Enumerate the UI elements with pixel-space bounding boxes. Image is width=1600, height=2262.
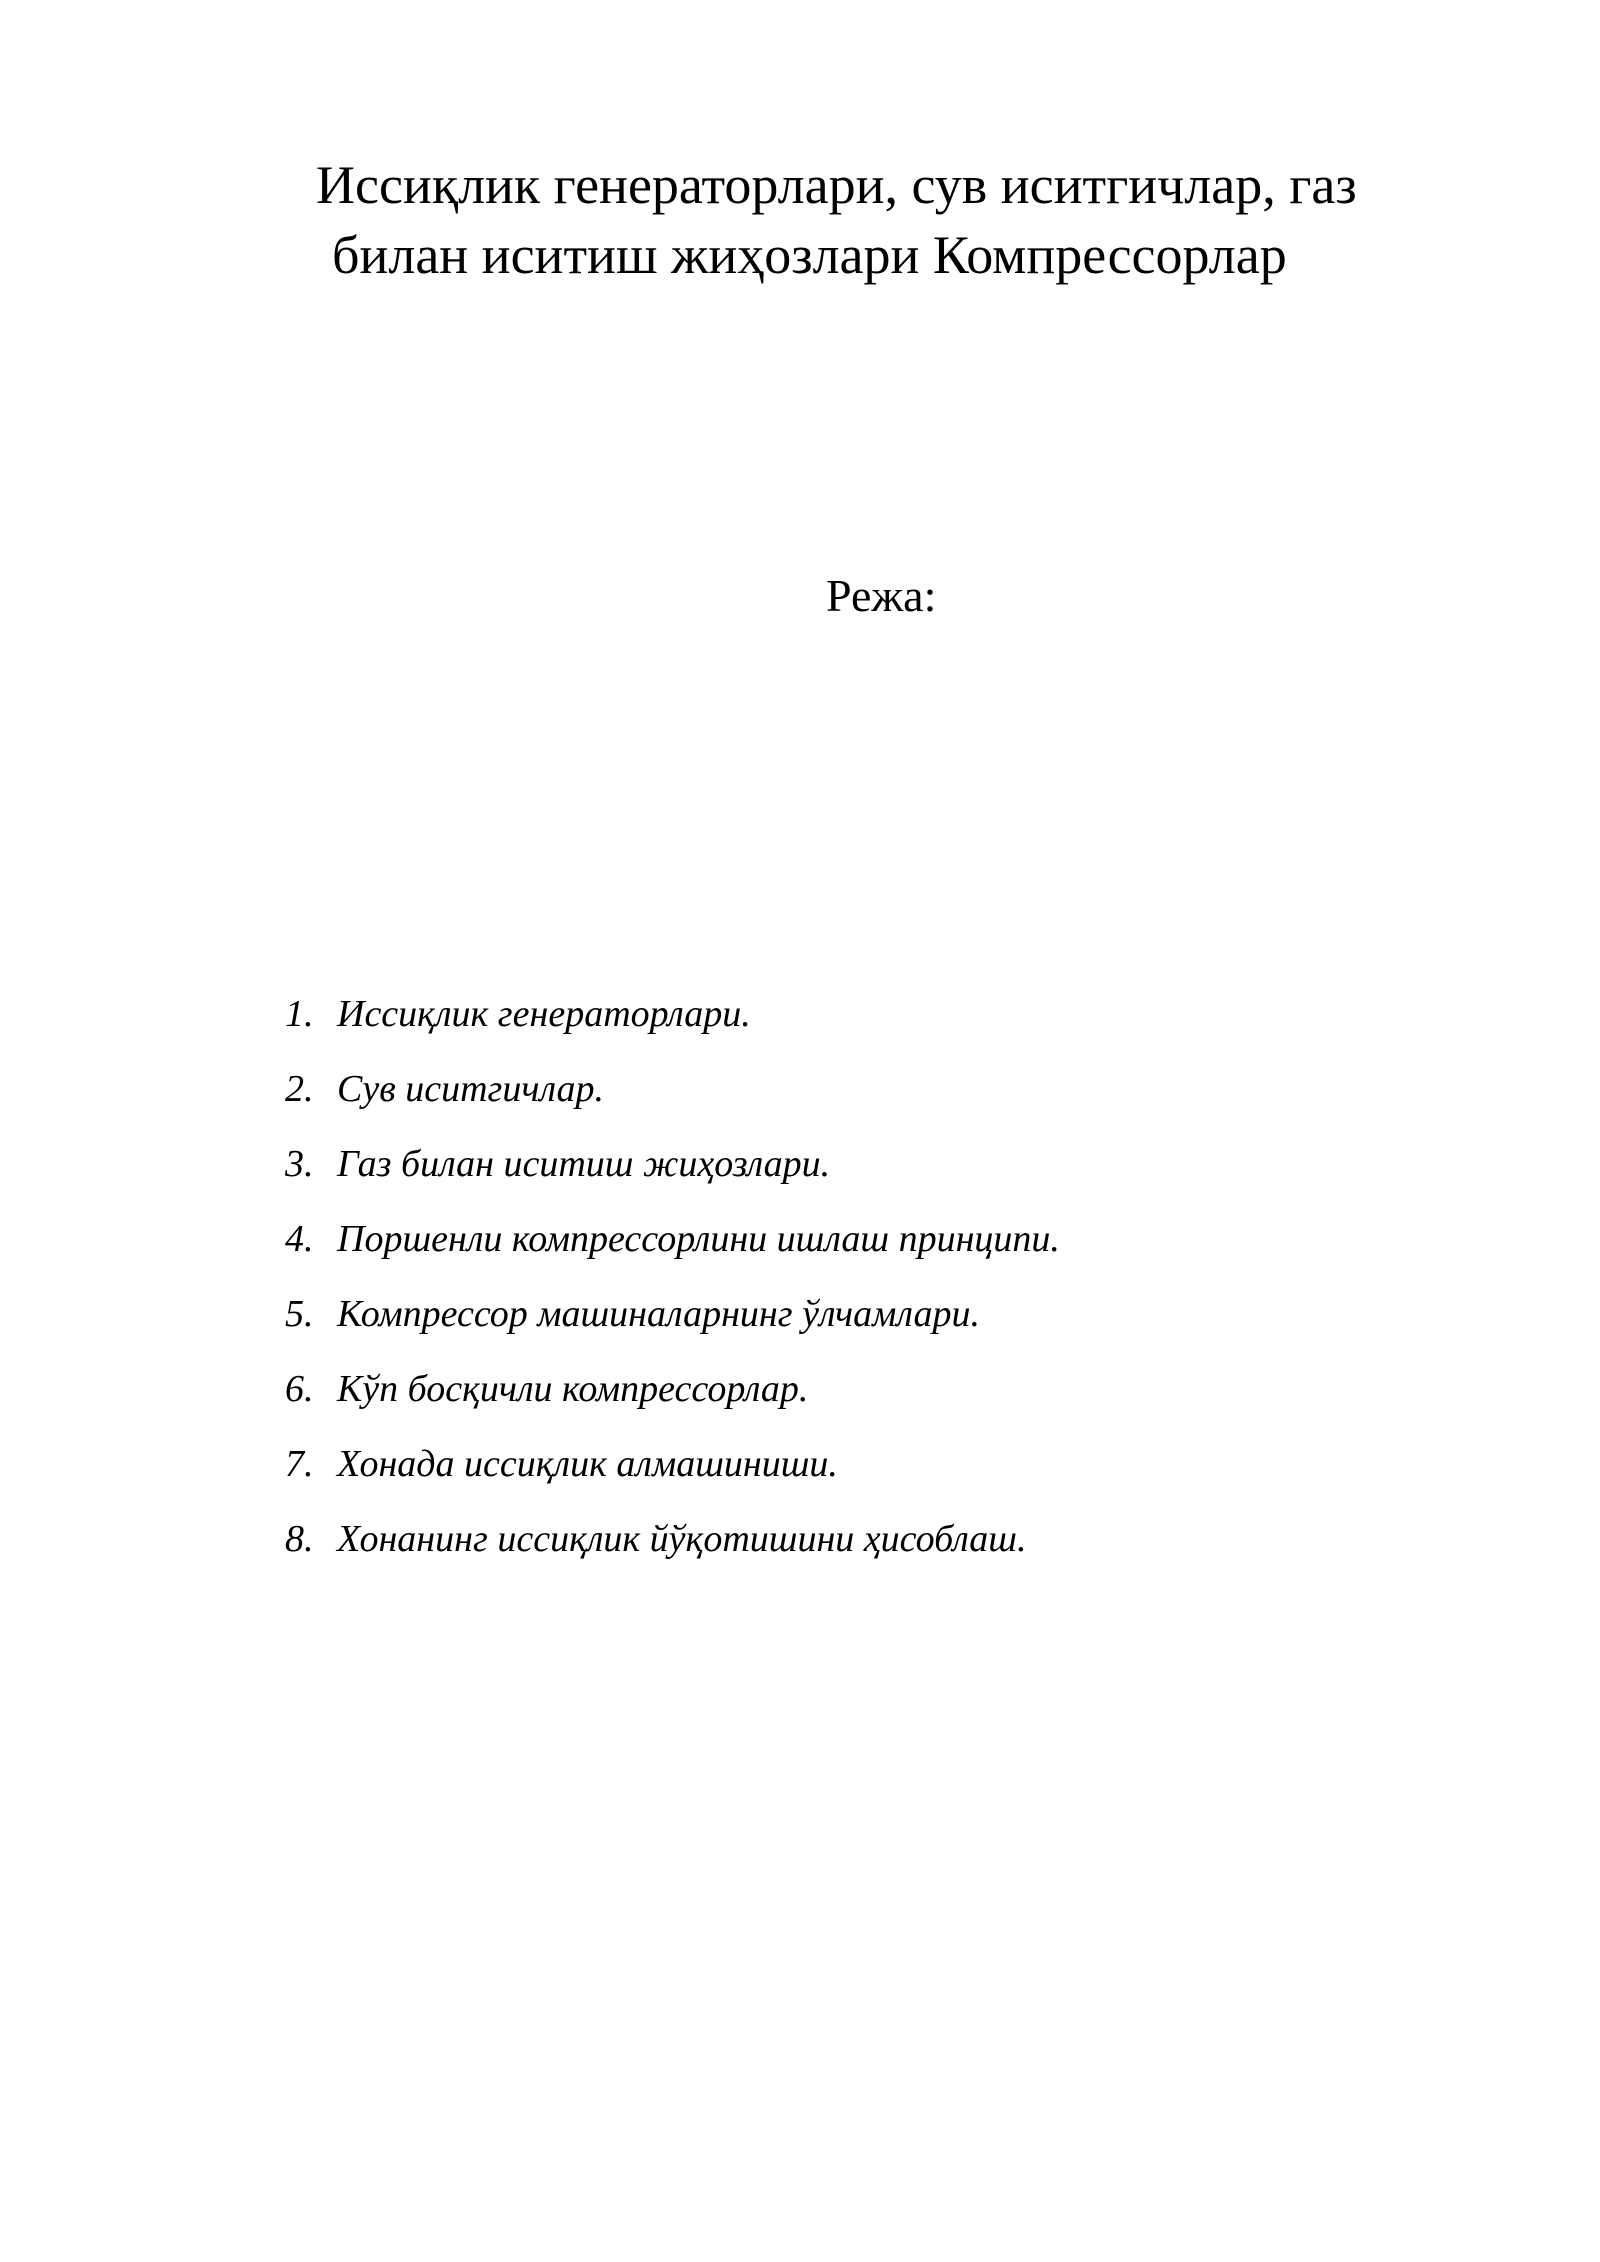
plan-item-number: 4. [285,1218,314,1260]
plan-item-text: Компрессор машиналарнинг ўлчамлари. [337,1293,980,1335]
plan-item [285,1290,1060,1365]
plan-item-number: 7. [285,1443,314,1485]
plan-item [285,990,1060,1065]
plan-item [285,1140,1060,1215]
plan-item-number: 1. [285,993,314,1035]
plan-item [285,1365,1060,1440]
plan-item [285,1215,1060,1290]
plan-item-text: Поршенли компрессорлини ишлаш принципи. [337,1218,1060,1260]
plan-item-number: 8. [285,1518,314,1560]
plan-item-number: 6. [285,1368,314,1410]
plan-heading: Режа: [826,570,937,621]
plan-item-text: Хонада иссиқлик алмашиниши. [337,1443,838,1485]
plan-item [285,1065,1060,1140]
plan-item-text: Сув иситгичлар. [337,1068,605,1110]
plan-item-number: 3. [285,1143,314,1185]
plan-item-text: Кўп босқичли компрессорлар. [337,1368,809,1410]
document-title-line-1: Иссиқлик генераторлари, сув иситгичлар, газ [316,155,1357,215]
plan-item-text: Хонанинг иссиқлик йўқотишини ҳисоблаш. [337,1518,1027,1560]
document-title-line-2: билан иситиш жиҳозлари Компрессорлар [332,225,1287,285]
plan-list [285,990,1060,1590]
plan-item [285,1515,1060,1590]
plan-item [285,1440,1060,1515]
plan-item-number: 2. [285,1068,314,1110]
plan-item-text: Иссиқлик генераторлари. [337,993,751,1035]
plan-item-text: Газ билан иситиш жиҳозлари. [337,1143,831,1185]
document-title [310,150,1510,290]
plan-item-number: 5. [285,1293,314,1335]
